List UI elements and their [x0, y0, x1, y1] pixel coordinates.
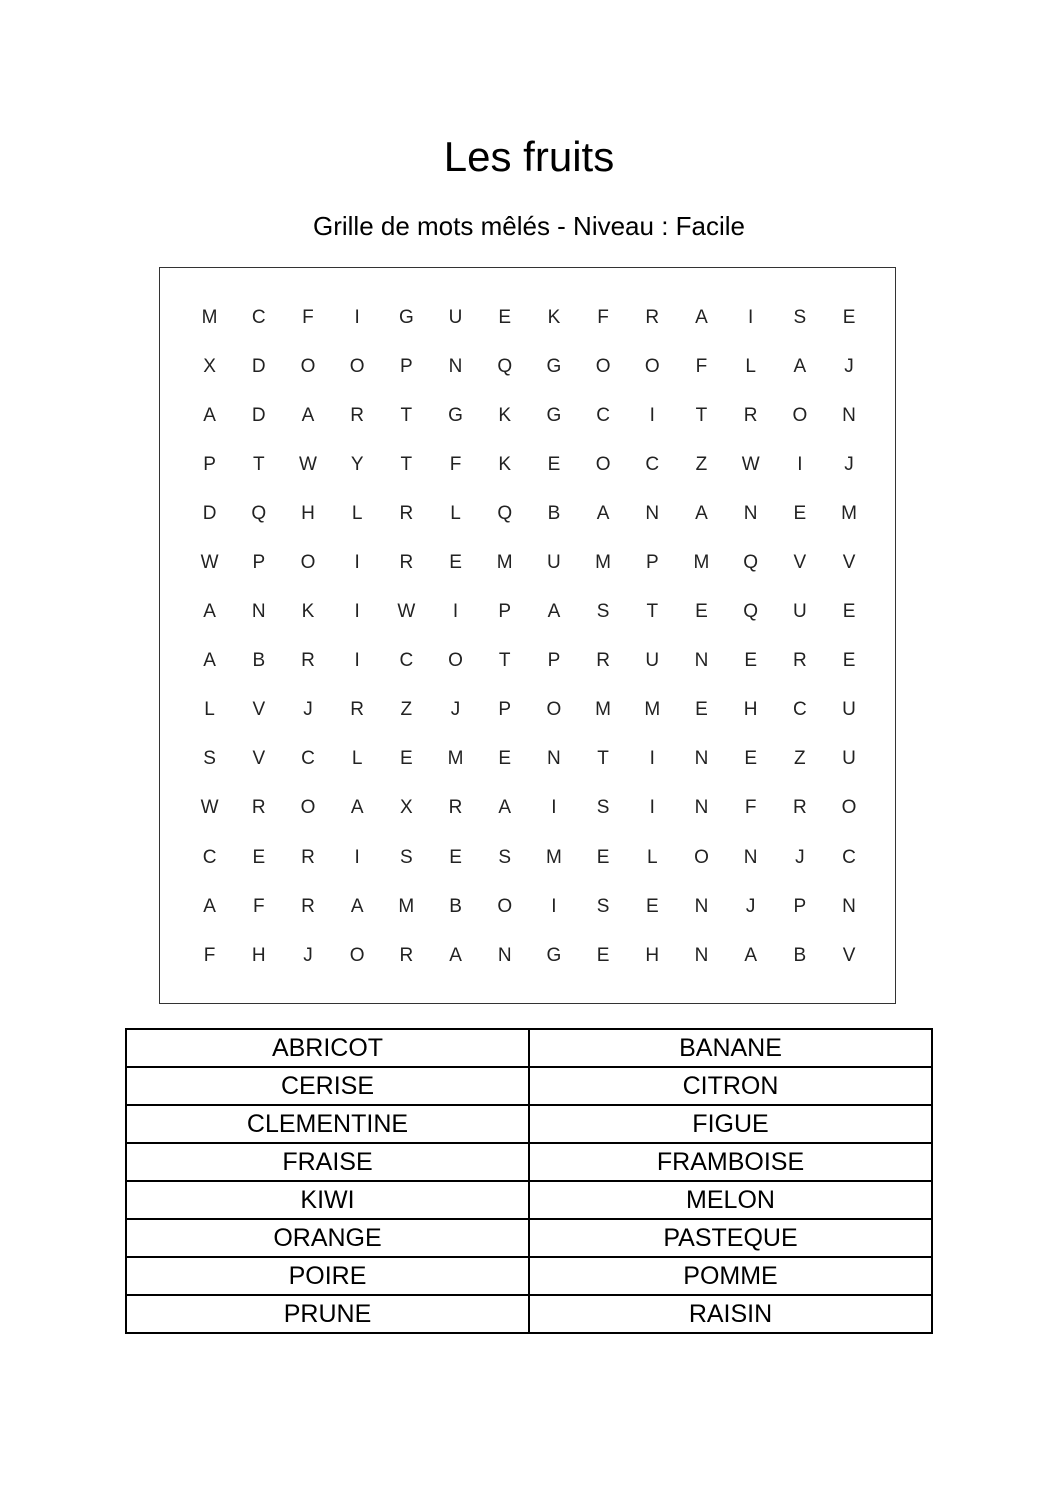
grid-letter[interactable]: J — [303, 699, 313, 721]
grid-letter[interactable]: B — [449, 895, 462, 917]
grid-letter[interactable]: A — [203, 601, 216, 623]
grid-row — [185, 489, 874, 538]
grid-letter[interactable]: L — [204, 699, 215, 721]
grid-letter[interactable]: N — [497, 944, 512, 966]
grid-letter[interactable]: I — [551, 797, 557, 819]
grid-letter[interactable]: E — [793, 502, 807, 524]
grid-letter[interactable]: E — [498, 306, 512, 328]
grid-letter[interactable]: U — [645, 650, 660, 672]
grid-letter[interactable]: K — [301, 601, 315, 623]
grid-letter[interactable]: C — [399, 650, 414, 672]
grid-letter[interactable]: R — [792, 650, 807, 672]
grid-letter[interactable]: T — [498, 650, 511, 672]
grid-letter[interactable]: E — [744, 650, 757, 672]
grid-letter[interactable]: Q — [497, 355, 513, 377]
grid-row — [185, 342, 874, 391]
grid-letter[interactable]: R — [399, 944, 414, 966]
grid-letter[interactable]: L — [745, 355, 756, 377]
grid-letter[interactable]: A — [203, 404, 216, 426]
grid-letter[interactable]: U — [547, 552, 561, 574]
grid-row — [185, 440, 874, 489]
grid-letter[interactable]: O — [349, 944, 365, 966]
word-list-item: FRAMBOISE — [529, 1143, 932, 1181]
grid-letter[interactable]: A — [350, 797, 364, 819]
grid-letter[interactable]: R — [251, 797, 266, 819]
grid-letter[interactable]: J — [303, 944, 313, 966]
grid-letter[interactable]: R — [301, 846, 315, 868]
grid-letter[interactable]: M — [545, 846, 562, 868]
grid-letter[interactable]: T — [695, 404, 708, 426]
grid-letter[interactable]: N — [694, 797, 709, 819]
grid-letter[interactable]: A — [793, 355, 807, 377]
word-list-row — [126, 1295, 932, 1333]
grid-row — [185, 882, 874, 931]
grid-letter[interactable]: O — [546, 699, 562, 721]
grid-letter[interactable]: P — [547, 650, 561, 672]
grid-letter[interactable]: W — [200, 552, 219, 574]
grid-letter[interactable]: N — [694, 895, 709, 917]
grid-letter[interactable]: I — [748, 306, 754, 328]
grid-letter[interactable]: I — [551, 895, 557, 917]
grid-letter[interactable]: E — [695, 601, 708, 623]
grid-letter[interactable]: F — [302, 306, 314, 328]
grid-row — [185, 391, 874, 440]
word-list-item: PRUNE — [126, 1295, 529, 1333]
grid-letter[interactable]: P — [203, 453, 216, 475]
grid-letter[interactable]: A — [695, 502, 708, 524]
grid-letter[interactable]: G — [398, 306, 414, 328]
grid-row — [185, 931, 874, 980]
grid-letter[interactable]: M — [595, 699, 611, 721]
grid-letter[interactable]: F — [695, 355, 708, 377]
grid-row — [185, 735, 874, 784]
grid-letter[interactable]: P — [400, 355, 413, 377]
grid-letter[interactable]: A — [498, 797, 512, 819]
grid-letter[interactable]: C — [645, 453, 660, 475]
grid-letter[interactable]: R — [399, 502, 414, 524]
grid-letter[interactable]: K — [498, 453, 512, 475]
grid-letter[interactable]: E — [596, 846, 610, 868]
grid-letter[interactable]: O — [448, 650, 463, 672]
grid-letter[interactable]: S — [203, 748, 216, 770]
grid-letter[interactable]: S — [498, 846, 512, 868]
grid-letter[interactable]: V — [842, 552, 856, 574]
grid-letter[interactable]: L — [351, 502, 363, 524]
grid-letter[interactable]: Y — [350, 453, 364, 475]
grid-letter[interactable]: M — [398, 895, 415, 917]
word-list-item: BANANE — [529, 1029, 932, 1067]
grid-letter[interactable]: O — [841, 797, 857, 819]
grid-row — [185, 784, 874, 833]
grid-letter[interactable]: I — [649, 404, 655, 426]
grid-letter[interactable]: B — [793, 944, 807, 966]
grid-letter[interactable]: O — [644, 355, 660, 377]
grid-letter[interactable]: P — [498, 601, 512, 623]
grid-letter[interactable]: X — [203, 355, 216, 377]
grid-letter[interactable]: A — [350, 895, 364, 917]
grid-letter[interactable]: E — [252, 846, 266, 868]
grid-letter[interactable]: C — [792, 699, 807, 721]
word-search-grid — [159, 267, 896, 1004]
grid-letter[interactable]: D — [251, 355, 266, 377]
page-subtitle: Grille de mots mêlés - Niveau : Facile — [312, 211, 746, 241]
grid-letter[interactable]: Z — [400, 699, 413, 721]
grid-letter[interactable]: T — [400, 453, 413, 475]
grid-letter[interactable]: S — [793, 306, 807, 328]
grid-letter[interactable]: T — [252, 453, 265, 475]
grid-letter[interactable]: M — [841, 502, 857, 524]
grid-letter[interactable]: A — [449, 944, 462, 966]
grid-letter[interactable]: Z — [794, 748, 806, 770]
word-list-item: ABRICOT — [126, 1029, 529, 1067]
grid-letter[interactable]: D — [251, 404, 266, 426]
grid-letter[interactable]: P — [498, 699, 512, 721]
word-list-row — [126, 1143, 932, 1181]
word-list-item: KIWI — [126, 1181, 529, 1219]
grid-letter[interactable]: R — [301, 650, 315, 672]
grid-letter[interactable]: R — [350, 404, 365, 426]
grid-letter[interactable]: J — [745, 895, 756, 917]
grid-letter[interactable]: W — [741, 453, 760, 475]
grid-letter[interactable]: H — [743, 699, 758, 721]
grid-letter[interactable]: O — [497, 895, 513, 917]
grid-letter[interactable]: K — [547, 306, 561, 328]
grid-letter[interactable]: L — [351, 748, 363, 770]
grid-letter[interactable]: G — [448, 404, 463, 426]
grid-letter[interactable]: V — [793, 552, 807, 574]
grid-letter[interactable]: N — [694, 944, 709, 966]
grid-letter[interactable]: G — [546, 355, 562, 377]
grid-letter[interactable]: H — [301, 502, 315, 524]
grid-letter[interactable]: T — [646, 601, 659, 623]
grid-letter[interactable]: A — [596, 502, 610, 524]
grid-letter[interactable]: M — [201, 306, 218, 328]
grid-letter[interactable]: E — [842, 306, 856, 328]
grid-letter[interactable]: V — [252, 748, 266, 770]
page-title: Les fruits — [443, 133, 615, 180]
grid-letter[interactable]: I — [354, 846, 360, 868]
grid-letter[interactable]: A — [547, 601, 561, 623]
grid-letter[interactable]: A — [695, 306, 708, 328]
grid-letter[interactable]: O — [694, 846, 709, 868]
grid-letter[interactable]: E — [547, 453, 561, 475]
grid-letter[interactable]: N — [694, 748, 709, 770]
grid-letter[interactable]: D — [202, 502, 217, 524]
word-list-item: FRAISE — [126, 1143, 529, 1181]
grid-letter[interactable]: F — [252, 895, 265, 917]
grid-row — [185, 833, 874, 882]
grid-letter[interactable]: A — [301, 404, 315, 426]
grid-row — [185, 637, 874, 686]
grid-letter[interactable]: C — [251, 306, 266, 328]
grid-letter[interactable]: O — [300, 355, 316, 377]
grid-row — [185, 686, 874, 735]
grid-letter[interactable]: E — [744, 748, 757, 770]
word-list-item: FIGUE — [529, 1105, 932, 1143]
grid-letter[interactable]: Z — [695, 453, 708, 475]
grid-letter[interactable]: O — [595, 355, 611, 377]
grid-letter[interactable]: H — [251, 944, 266, 966]
grid-letter[interactable]: N — [743, 846, 758, 868]
grid-letter[interactable]: R — [596, 650, 610, 672]
grid-letter[interactable]: I — [649, 797, 655, 819]
word-list-row — [126, 1219, 932, 1257]
grid-letter[interactable]: E — [645, 895, 659, 917]
grid-letter[interactable]: Q — [743, 552, 759, 574]
grid-letter[interactable]: N — [645, 502, 660, 524]
grid-letter[interactable]: M — [693, 552, 710, 574]
grid-letter[interactable]: U — [842, 699, 856, 721]
grid-letter[interactable]: X — [400, 797, 413, 819]
grid-letter[interactable]: E — [695, 699, 708, 721]
word-list-item: MELON — [529, 1181, 932, 1219]
grid-letter[interactable]: R — [448, 797, 463, 819]
grid-letter[interactable]: I — [354, 552, 360, 574]
grid-letter[interactable]: E — [449, 552, 462, 574]
grid-row — [185, 588, 874, 637]
grid-letter[interactable]: L — [646, 846, 658, 868]
word-list-item: CLEMENTINE — [126, 1105, 529, 1143]
word-list-row — [126, 1105, 932, 1143]
grid-letter[interactable]: E — [400, 748, 413, 770]
grid-letter[interactable]: N — [251, 601, 266, 623]
word-list-item: POIRE — [126, 1257, 529, 1295]
grid-row — [185, 293, 874, 342]
grid-letter[interactable]: Q — [497, 502, 513, 524]
grid-letter[interactable]: W — [397, 601, 416, 623]
grid-letter[interactable]: J — [450, 699, 461, 721]
grid-letter[interactable]: Q — [251, 502, 267, 524]
grid-letter[interactable]: R — [350, 699, 365, 721]
grid-letter[interactable]: M — [447, 748, 464, 770]
grid-letter[interactable]: N — [694, 650, 709, 672]
grid-letter[interactable]: E — [842, 601, 856, 623]
grid-letter[interactable]: S — [596, 895, 610, 917]
grid-letter[interactable]: U — [448, 306, 463, 328]
word-list-item: POMME — [529, 1257, 932, 1295]
grid-letter[interactable]: I — [797, 453, 803, 475]
grid-letter[interactable]: J — [844, 453, 854, 475]
grid-letter[interactable]: E — [498, 748, 512, 770]
grid-letter[interactable]: N — [842, 895, 856, 917]
grid-letter[interactable]: A — [203, 650, 216, 672]
word-list-row — [126, 1029, 932, 1067]
grid-letter[interactable]: J — [795, 846, 805, 868]
grid-letter[interactable]: N — [743, 502, 758, 524]
grid-letter[interactable]: T — [400, 404, 413, 426]
grid-letter[interactable]: O — [300, 797, 316, 819]
grid-letter[interactable]: B — [547, 502, 561, 524]
grid-letter[interactable]: T — [597, 748, 609, 770]
word-list-row — [126, 1181, 932, 1219]
grid-letter[interactable]: H — [645, 944, 660, 966]
grid-letter[interactable]: W — [299, 453, 317, 475]
grid-letter[interactable]: G — [546, 404, 562, 426]
grid-letter[interactable]: K — [498, 404, 512, 426]
grid-letter[interactable]: R — [743, 404, 758, 426]
grid-letter[interactable]: V — [842, 944, 856, 966]
grid-letter[interactable]: N — [448, 355, 463, 377]
grid-letter[interactable]: C — [596, 404, 610, 426]
grid-letter[interactable]: F — [203, 944, 216, 966]
grid-letter[interactable]: M — [595, 552, 611, 574]
word-list — [125, 1028, 933, 1334]
grid-letter[interactable]: R — [399, 552, 414, 574]
grid-letter[interactable]: M — [496, 552, 513, 574]
grid-letter[interactable]: A — [203, 895, 216, 917]
grid-letter[interactable]: O — [595, 453, 611, 475]
grid-letter[interactable]: C — [202, 846, 217, 868]
grid-letter[interactable]: N — [547, 748, 561, 770]
grid-letter[interactable]: V — [252, 699, 266, 721]
grid-letter[interactable]: R — [301, 895, 315, 917]
grid-letter[interactable]: P — [252, 552, 266, 574]
grid-letter[interactable]: U — [792, 601, 807, 623]
grid-letter[interactable]: E — [596, 944, 610, 966]
grid-letter[interactable]: S — [596, 797, 610, 819]
word-list-item: CERISE — [126, 1067, 529, 1105]
word-list-item: CITRON — [529, 1067, 932, 1105]
grid-letter[interactable]: I — [452, 601, 459, 623]
grid-letter[interactable]: B — [252, 650, 266, 672]
grid-letter[interactable]: C — [842, 846, 856, 868]
grid-letter[interactable]: U — [842, 748, 856, 770]
grid-letter[interactable]: F — [597, 306, 609, 328]
grid-letter[interactable]: O — [300, 552, 316, 574]
grid-letter[interactable]: S — [596, 601, 610, 623]
grid-letter[interactable]: I — [354, 306, 360, 328]
grid-letter[interactable]: J — [844, 355, 854, 377]
grid-letter[interactable]: S — [400, 846, 413, 868]
grid-letter[interactable]: I — [354, 601, 360, 623]
grid-letter[interactable]: F — [744, 797, 757, 819]
grid-letter[interactable]: N — [842, 404, 856, 426]
grid-letter[interactable]: G — [546, 944, 562, 966]
grid-letter[interactable]: O — [792, 404, 808, 426]
grid-letter[interactable]: R — [645, 306, 660, 328]
grid-letter[interactable]: L — [450, 502, 461, 524]
word-list-item: RAISIN — [529, 1295, 932, 1333]
grid-row — [185, 538, 874, 587]
word-list-item: ORANGE — [126, 1219, 529, 1257]
grid-letter[interactable]: O — [349, 355, 365, 377]
grid-letter[interactable]: P — [645, 552, 659, 574]
grid-letter[interactable]: I — [354, 650, 360, 672]
grid-letter[interactable]: P — [793, 895, 807, 917]
grid-letter[interactable]: A — [744, 944, 757, 966]
grid-letter[interactable]: M — [644, 699, 661, 721]
grid-letter[interactable]: W — [200, 797, 219, 819]
grid-letter[interactable]: I — [649, 748, 655, 770]
grid-letter[interactable]: F — [449, 453, 462, 475]
word-list-row — [126, 1067, 932, 1105]
word-list-item: PASTEQUE — [529, 1219, 932, 1257]
grid-letter[interactable]: E — [842, 650, 856, 672]
grid-letters — [185, 293, 874, 980]
grid-letter[interactable]: Q — [743, 601, 759, 623]
grid-letter[interactable]: C — [301, 748, 315, 770]
grid-letter[interactable]: E — [449, 846, 462, 868]
word-list-row — [126, 1257, 932, 1295]
grid-letter[interactable]: R — [792, 797, 807, 819]
